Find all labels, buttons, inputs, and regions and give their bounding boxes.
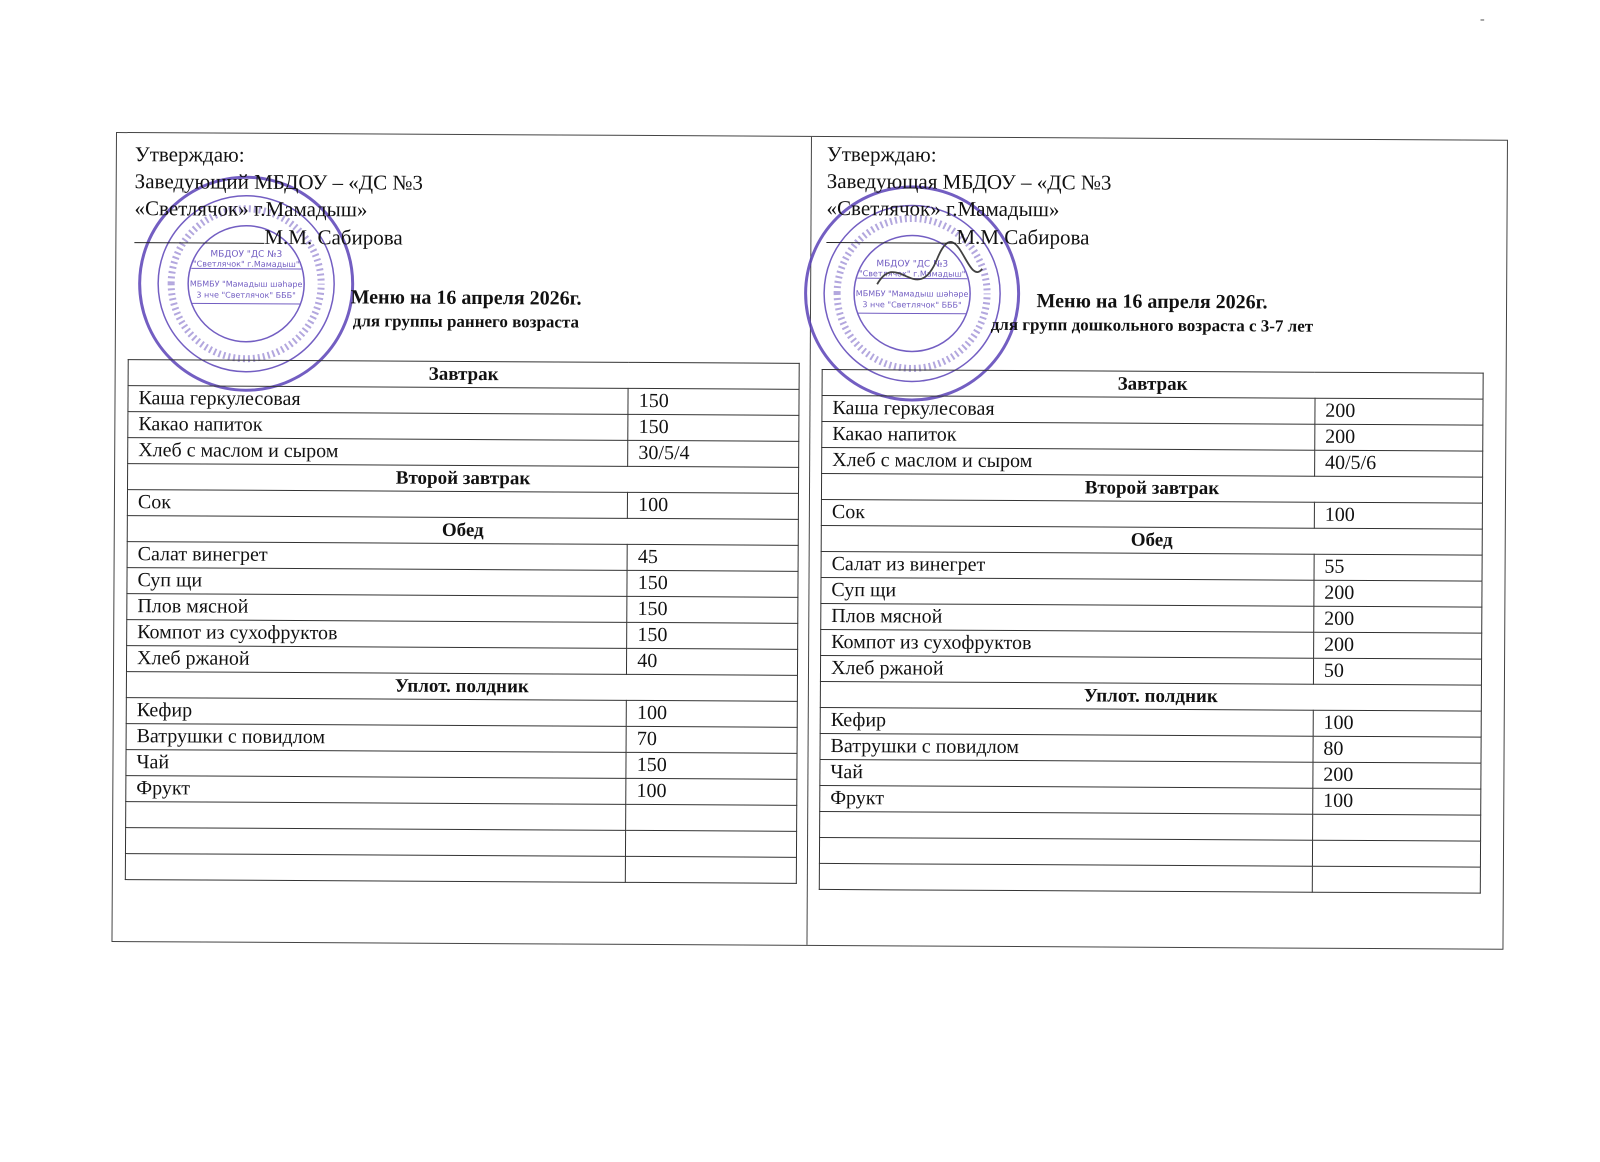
menu-item-row <box>126 750 797 780</box>
menu-item-row <box>821 629 1482 659</box>
menu-item-row <box>126 724 797 754</box>
stamp-text-3: МБМБУ "Мамадыш шәһәре <box>189 279 303 290</box>
section-title: Обед <box>127 516 798 546</box>
stamp-text-2: "Светлячок" г.Мамадыш" <box>858 269 966 279</box>
empty-row <box>126 802 797 832</box>
section-title: Уплот. полдник <box>126 672 797 702</box>
menu-item-row <box>821 577 1482 607</box>
menu-item-row <box>128 438 799 468</box>
empty-row <box>125 828 796 858</box>
empty-cell <box>819 863 1312 892</box>
portion-size: 200 <box>1314 580 1482 607</box>
empty-cell <box>819 837 1312 866</box>
dish-name: Каша геркулесовая <box>128 386 628 415</box>
portion-size: 200 <box>1315 424 1483 451</box>
menu-item-row <box>821 551 1482 581</box>
menu-item-row <box>821 499 1482 529</box>
menu-item-row <box>126 776 797 806</box>
menu-item-row <box>126 698 797 728</box>
approval-line-1: Утверждаю: <box>134 142 245 167</box>
menu-title: Меню на 16 апреля 2026г. <box>350 286 582 310</box>
section-header-row <box>822 369 1483 399</box>
panel-preschool <box>808 137 1507 949</box>
portion-size: 100 <box>1313 710 1481 737</box>
portion-size: 150 <box>627 596 798 623</box>
menu-item-row <box>126 646 797 676</box>
empty-row <box>820 811 1481 841</box>
dish-name: Кефир <box>126 698 626 727</box>
portion-size: 100 <box>626 700 797 727</box>
menu-item-row <box>822 447 1483 477</box>
dish-name: Компот из сухофруктов <box>127 620 627 649</box>
empty-cell <box>1312 840 1480 867</box>
scan-mark: - <box>1480 12 1485 27</box>
empty-cell <box>1312 866 1480 893</box>
dish-name: Чай <box>820 759 1313 788</box>
portion-size: 100 <box>628 492 799 519</box>
portion-size: 30/5/4 <box>628 440 799 467</box>
stamp-text-2: "Светлячок" г.Мамадыш" <box>192 259 300 270</box>
dish-name: Ватрушки с повидлом <box>126 724 626 753</box>
menu-table <box>819 369 1484 894</box>
dish-name: Суп щи <box>127 568 627 597</box>
portion-size: 100 <box>626 778 797 805</box>
dish-name: Ватрушки с повидлом <box>820 733 1313 762</box>
menu-item-row <box>128 412 799 442</box>
section-header-row <box>126 672 797 702</box>
approval-block <box>134 141 423 252</box>
dish-name: Хлеб ржаной <box>820 655 1313 684</box>
portion-size: 150 <box>627 622 798 649</box>
menu-item-row <box>822 421 1483 451</box>
approval-block <box>826 141 1111 252</box>
menu-item-row <box>822 395 1483 425</box>
portion-size: 50 <box>1313 658 1481 685</box>
section-header-row <box>821 473 1482 503</box>
section-header-row <box>127 516 798 546</box>
menu-item-row <box>127 594 798 624</box>
empty-row <box>125 854 796 884</box>
menu-item-row <box>820 707 1481 737</box>
section-title: Обед <box>821 525 1482 555</box>
dish-name: Хлеб ржаной <box>126 646 626 675</box>
dish-name: Плов мясной <box>821 603 1314 632</box>
dish-name: Сок <box>127 490 627 519</box>
portion-size: 80 <box>1313 736 1481 763</box>
menu-item-row <box>820 759 1481 789</box>
empty-cell <box>125 828 625 857</box>
dish-name: Каша геркулесовая <box>822 395 1315 424</box>
menu-item-row <box>127 568 798 598</box>
signatory-name: М.М.Сабирова <box>956 224 1090 250</box>
menu-item-row <box>127 490 798 520</box>
dish-name: Чай <box>126 750 626 779</box>
menu-subtitle: для групп дошкольного возраста с 3-7 лет <box>990 314 1314 336</box>
stamp-text-4: 3 нче "Светлячок" БББ" <box>862 300 962 310</box>
dish-name: Хлеб с маслом и сыром <box>128 438 628 467</box>
section-header-row <box>128 464 799 494</box>
menu-heading <box>316 286 616 333</box>
dish-name: Сок <box>821 499 1314 528</box>
section-title: Второй завтрак <box>821 473 1482 503</box>
section-title: Завтрак <box>822 369 1483 399</box>
dish-name: Салат винегрет <box>127 542 627 571</box>
menu-item-row <box>821 603 1482 633</box>
signature-line <box>826 222 956 244</box>
portion-size: 150 <box>628 414 799 441</box>
dish-name: Какао напиток <box>128 412 628 441</box>
portion-size: 200 <box>1315 398 1483 425</box>
approval-line-2: Заведующий МБДОУ – «ДС №3 <box>134 169 423 195</box>
portion-size: 100 <box>1313 788 1481 815</box>
portion-size: 150 <box>627 570 798 597</box>
empty-cell <box>125 854 625 883</box>
portion-size: 40 <box>627 648 798 675</box>
menu-item-row <box>820 785 1481 815</box>
portion-size: 200 <box>1313 762 1481 789</box>
dish-name: Компот из сухофруктов <box>821 629 1314 658</box>
dish-name: Суп щи <box>821 577 1314 606</box>
empty-cell <box>1312 814 1480 841</box>
approval-line-1: Утверждаю: <box>826 141 937 167</box>
dish-name: Плов мясной <box>127 594 627 623</box>
dish-name: Фрукт <box>126 776 626 805</box>
menu-table <box>125 359 800 884</box>
menu-item-row <box>127 542 798 572</box>
menu-item-row <box>820 733 1481 763</box>
dish-name: Хлеб с маслом и сыром <box>822 447 1315 476</box>
menu-subtitle: для группы раннего возраста <box>352 311 580 332</box>
signature-line <box>134 222 264 244</box>
portion-size: 55 <box>1314 554 1482 581</box>
portion-size: 200 <box>1314 606 1482 633</box>
empty-row <box>819 863 1480 893</box>
empty-cell <box>626 804 797 831</box>
portion-size: 150 <box>626 752 797 779</box>
empty-cell <box>626 830 797 857</box>
stamp-text-1: МБДОУ "ДС №3 <box>876 259 949 270</box>
section-title: Завтрак <box>128 360 799 390</box>
empty-cell <box>126 802 626 831</box>
section-header-row <box>820 681 1481 711</box>
stamp-text-1: МБДОУ "ДС №3 <box>210 249 283 260</box>
empty-cell <box>626 856 797 883</box>
menu-title: Меню на 16 апреля 2026г. <box>1036 290 1268 314</box>
section-title: Уплот. полдник <box>820 681 1481 711</box>
menu-item-row <box>127 620 798 650</box>
portion-size: 100 <box>1314 502 1482 529</box>
approval-line-3: «Светлячок» г.Мамадыш» <box>826 195 1060 222</box>
portion-size: 40/5/6 <box>1314 450 1482 477</box>
dish-name: Кефир <box>820 707 1313 736</box>
portion-size: 200 <box>1313 632 1481 659</box>
dish-name: Какао напиток <box>822 421 1315 450</box>
empty-cell <box>820 811 1313 840</box>
approval-line-3: «Светлячок» г.Мамадыш» <box>134 196 368 222</box>
stamp-text-3: МБМБУ "Мамадыш шәһәре <box>855 289 969 299</box>
menu-heading <box>952 290 1352 337</box>
panel-early-age <box>112 133 811 945</box>
portion-size: 45 <box>627 544 798 571</box>
dish-name: Фрукт <box>820 785 1313 814</box>
menu-item-row <box>820 655 1481 685</box>
empty-row <box>819 837 1480 867</box>
section-header-row <box>821 525 1482 555</box>
signatory-name: М.М. Сабирова <box>264 224 403 250</box>
approval-line-2: Заведующая МБДОУ – «ДС №3 <box>826 168 1112 195</box>
section-title: Второй завтрак <box>128 464 799 494</box>
stamp-text-4: 3 нче "Светлячок" БББ" <box>196 290 296 301</box>
menu-sheet <box>111 132 1508 950</box>
portion-size: 70 <box>626 726 797 753</box>
dish-name: Салат из винегрет <box>821 551 1314 580</box>
menu-item-row <box>128 386 799 416</box>
portion-size: 150 <box>628 388 799 415</box>
section-header-row <box>128 360 799 390</box>
